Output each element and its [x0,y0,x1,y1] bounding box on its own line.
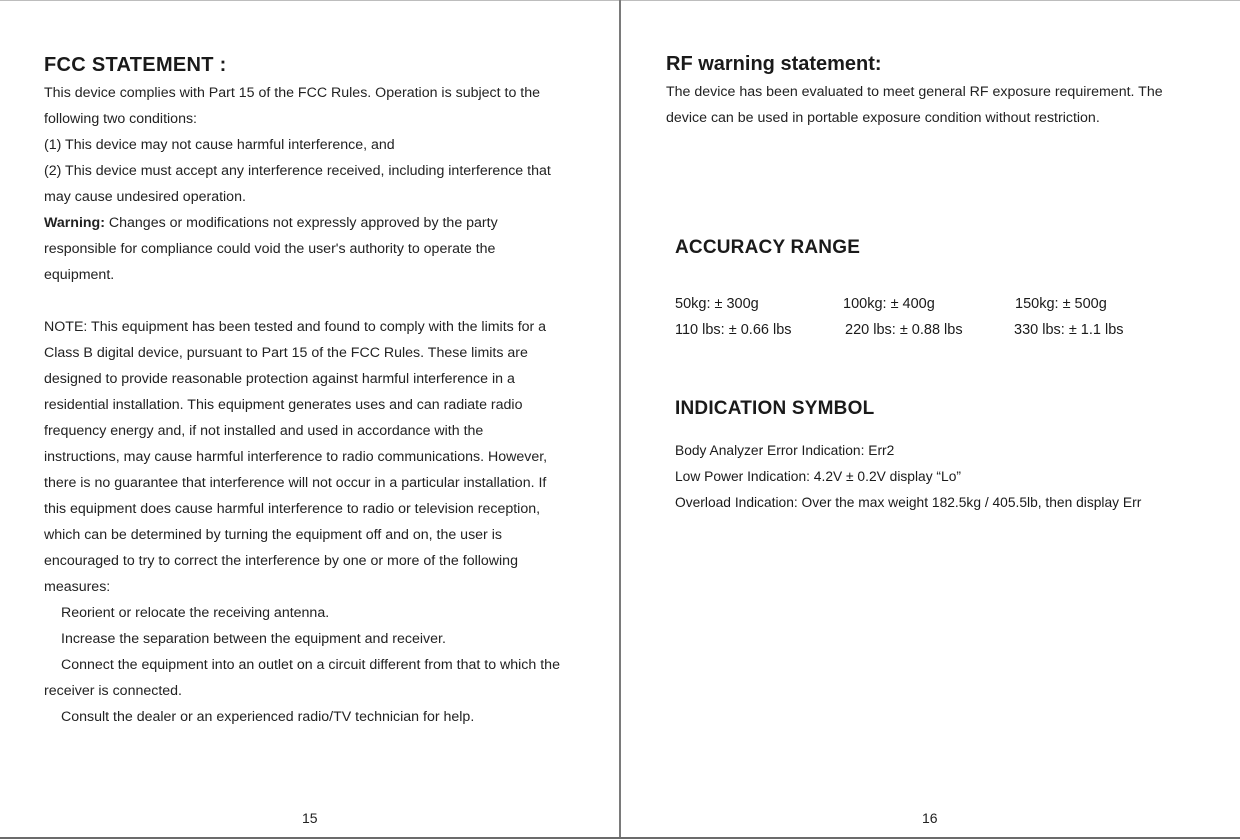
fcc-statement-heading: FCC STATEMENT : [44,54,227,76]
page-number: 16 [922,810,938,826]
note-line: this equipment does cause harmful interference to radio or television reception, [44,501,541,517]
note-line: encouraged to try to correct the interference by one or more of the following [44,553,518,569]
rf-warning-heading: RF warning statement: [666,53,882,75]
fcc-note [44,314,594,730]
note-line: there is no guarantee that interference will not occur in a particular installation. If [44,475,547,491]
warning-text: Changes or modifications not expressly approved by the party [104,215,498,231]
accuracy-range-heading: ACCURACY RANGE [675,237,861,258]
warning-text: responsible for compliance could void the user's authority to operate the [44,241,496,257]
measure-item: Reorient or relocate the receiving antenna. [61,605,330,621]
rf-line: device can be used in portable exposure condition without restriction. [666,110,1100,126]
note-line: NOTE: This equipment has been tested and found to comply with the limits for a [44,319,547,335]
fcc-line: following two conditions: [44,111,197,127]
indication-item: Overload Indication: Over the max weight 182.5kg / 405.5lb, then display Err [675,495,1142,510]
accuracy-value: 220 lbs: ± 0.88 lbs [845,322,963,338]
fcc-statement-body [44,80,594,288]
measure-item: Connect the equipment into an outlet on a circuit different from that to which the [61,657,560,673]
note-line: designed to provide reasonable protection against harmful interference in a [44,371,515,387]
note-line: which can be determined by turning the equipment off and on, the user is [44,527,502,543]
indication-symbol-heading: INDICATION SYMBOL [675,398,875,419]
accuracy-value: 100kg: ± 400g [843,296,935,312]
note-line: instructions, may cause harmful interference to radio communications. However, [44,449,548,465]
note-line: Class B digital device, pursuant to Part 15 of the FCC Rules. These limits are [44,345,528,361]
fcc-condition-2: (2) This device must accept any interference received, including interference that [44,163,551,179]
rf-line: The device has been evaluated to meet general RF exposure requirement. The [666,84,1163,100]
warning-label: Warning: [44,215,105,231]
rf-warning-body [666,79,1211,131]
fcc-line: may cause undesired operation. [44,189,246,205]
measure-continuation: receiver is connected. [44,683,183,699]
accuracy-value: 330 lbs: ± 1.1 lbs [1014,322,1124,338]
measure-item: Increase the separation between the equipment and receiver. [61,631,446,647]
note-line: frequency energy and, if not installed and used in accordance with the [44,423,484,439]
fcc-line: This device complies with Part 15 of the FCC Rules. Operation is subject to the [44,85,540,101]
indication-item: Low Power Indication: 4.2V ± 0.2V display “Lo” [675,469,961,484]
warning-line [44,210,594,236]
measure-item: Consult the dealer or an experienced radio/TV technician for help. [61,709,475,725]
page-number: 15 [302,810,318,826]
note-line: measures: [44,579,111,595]
accuracy-value: 150kg: ± 500g [1015,296,1107,312]
indication-list [675,438,1235,516]
indication-item: Body Analyzer Error Indication: Err2 [675,443,895,458]
page-16 [621,0,1240,840]
fcc-condition-1: (1) This device may not cause harmful interference, and [44,137,395,153]
warning-text: equipment. [44,267,115,283]
accuracy-row-kg [621,296,1240,320]
accuracy-row-lbs [621,322,1240,346]
accuracy-value: 110 lbs: ± 0.66 lbs [675,322,792,338]
accuracy-value: 50kg: ± 300g [675,296,759,312]
note-line: residential installation. This equipment generates uses and can radiate radio [44,397,523,413]
